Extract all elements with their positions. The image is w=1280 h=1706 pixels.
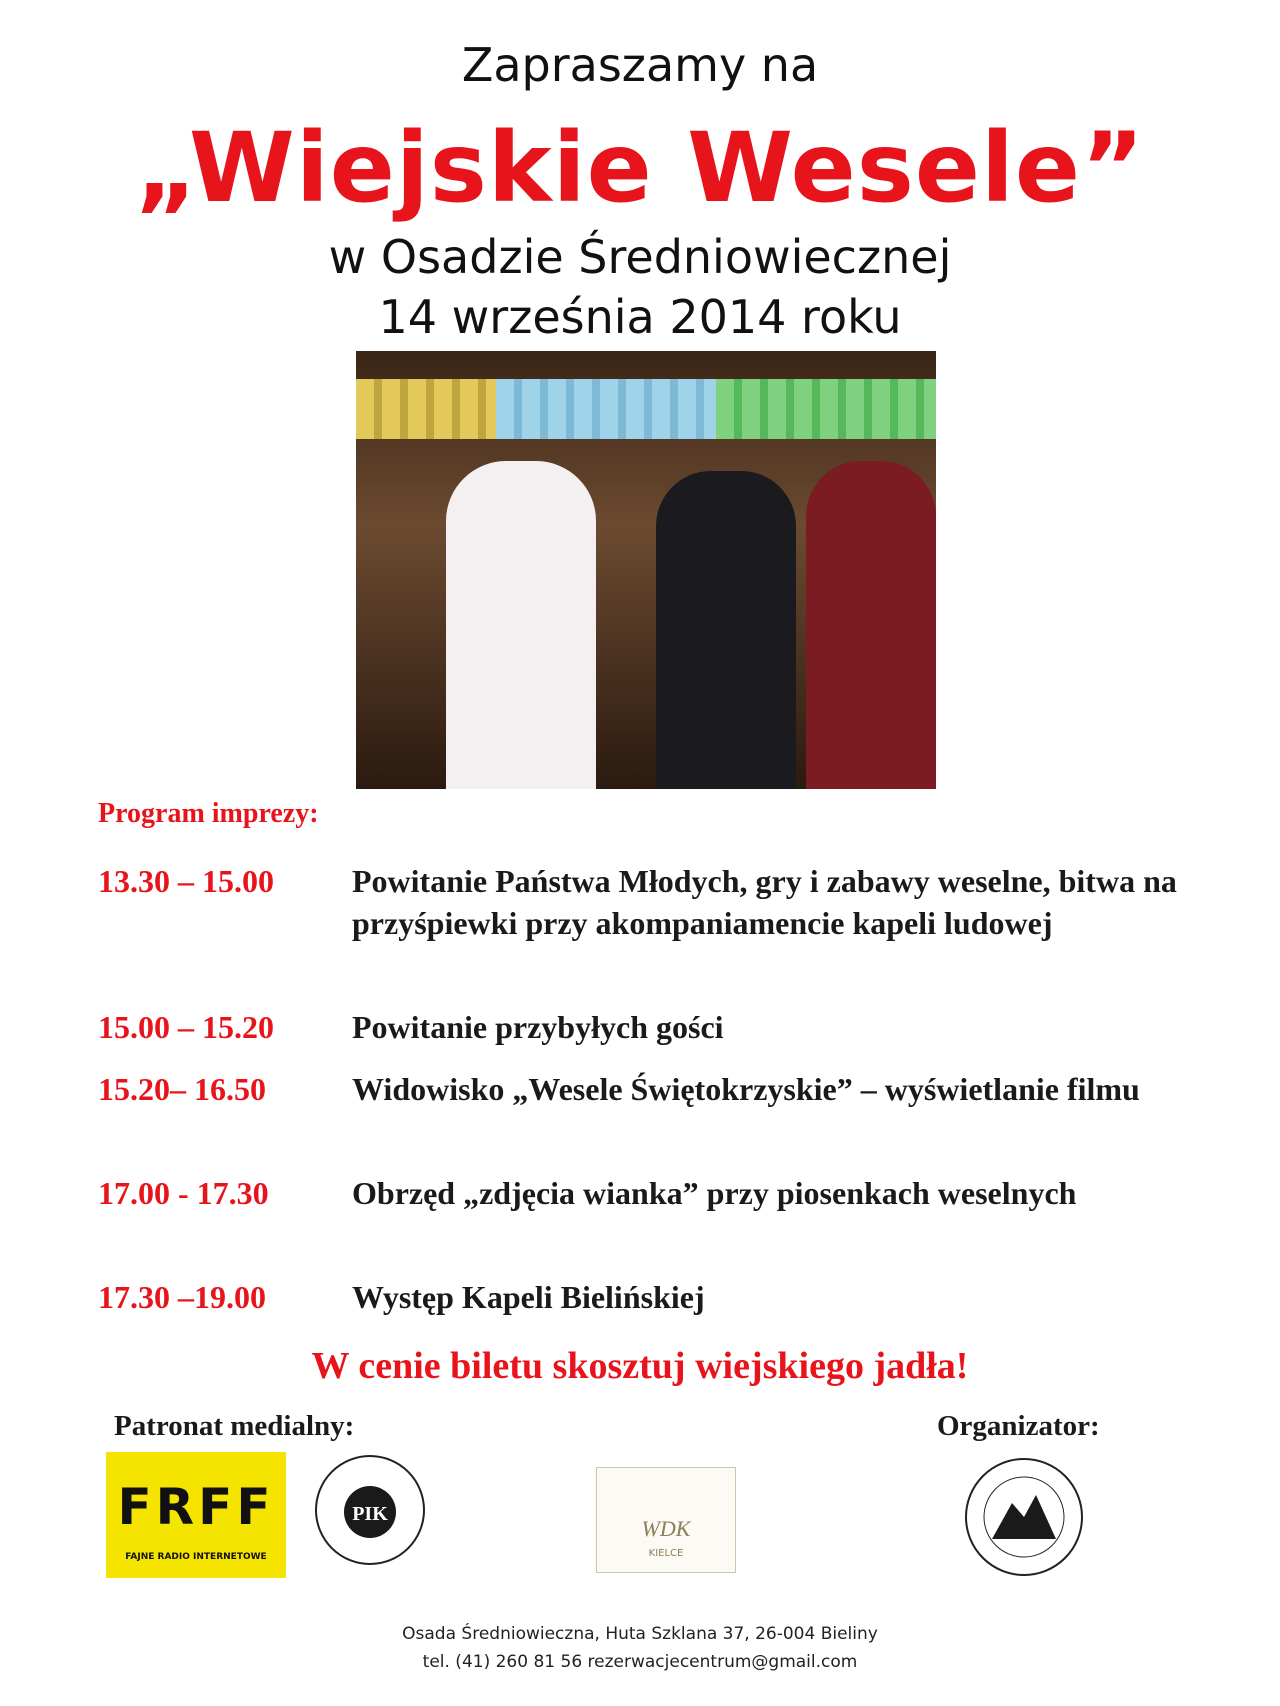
ticket-promo: W cenie biletu skosztuj wiejskiego jadła! (311, 1345, 969, 1387)
program-desc: Powitanie przybyłych gości (352, 1009, 724, 1045)
wdk-logo-text: WDK (641, 1516, 691, 1541)
program-time: 17.30 –19.00 (98, 1279, 266, 1315)
bride-figure (446, 461, 596, 789)
program-time: 13.30 – 15.00 (98, 863, 274, 899)
paper-garland-blue (496, 379, 716, 439)
wedding-photo (356, 351, 936, 789)
event-title: „Wiejskie Wesele” (134, 112, 1146, 224)
program-desc: Obrzęd „zdjęcia wianka” przy piosenkach weselnych (352, 1175, 1077, 1211)
frf-logo-text: FRFF (117, 1478, 275, 1536)
organizer-label: Organizator: (937, 1410, 1100, 1442)
pik-portal-logo (312, 1452, 428, 1572)
frf-radio-logo (106, 1452, 286, 1578)
venue-text: w Osadzie Średniowiecznej (328, 230, 952, 284)
program-desc: Powitanie Państwa Młodych, gry i zabawy weselne, bitwa na przyśpiewki przy akompaniamencie kapeli ludowej (352, 863, 1177, 941)
program-time: 17.00 - 17.30 (98, 1175, 269, 1211)
mountain-icon (992, 1495, 1056, 1539)
program-time: 15.20– 16.50 (98, 1071, 266, 1107)
guest-figure (806, 461, 936, 789)
media-patron-label: Patronat medialny: (114, 1410, 355, 1442)
pik-logo-text: PIK (352, 1503, 388, 1525)
intro-text: Zapraszamy na (461, 38, 819, 92)
program-desc: Widowisko „Wesele Świętokrzyskie” – wyświetlanie filmu (352, 1071, 1140, 1107)
wdk-kielce-logo (596, 1467, 736, 1573)
paper-garland-green (716, 379, 936, 439)
program-heading: Program imprezy: (98, 798, 319, 829)
program-desc: Występ Kapeli Bielińskiej (352, 1279, 705, 1315)
ctt-organizer-logo (962, 1455, 1086, 1579)
event-date: 14 września 2014 roku (378, 290, 902, 344)
footer-address: Osada Średniowieczna, Huta Szklana 37, 26-004 Bieliny (402, 1624, 878, 1644)
footer-contact: tel. (41) 260 81 56 rezerwacjecentrum@gmail.com (422, 1652, 858, 1672)
paper-garland-yellow (356, 379, 496, 439)
wdk-logo-city: KIELCE (648, 1548, 684, 1559)
program-time: 15.00 – 15.20 (98, 1009, 274, 1045)
groom-figure (656, 471, 796, 789)
frf-logo-subtitle: FAJNE RADIO INTERNETOWE (125, 1552, 267, 1562)
